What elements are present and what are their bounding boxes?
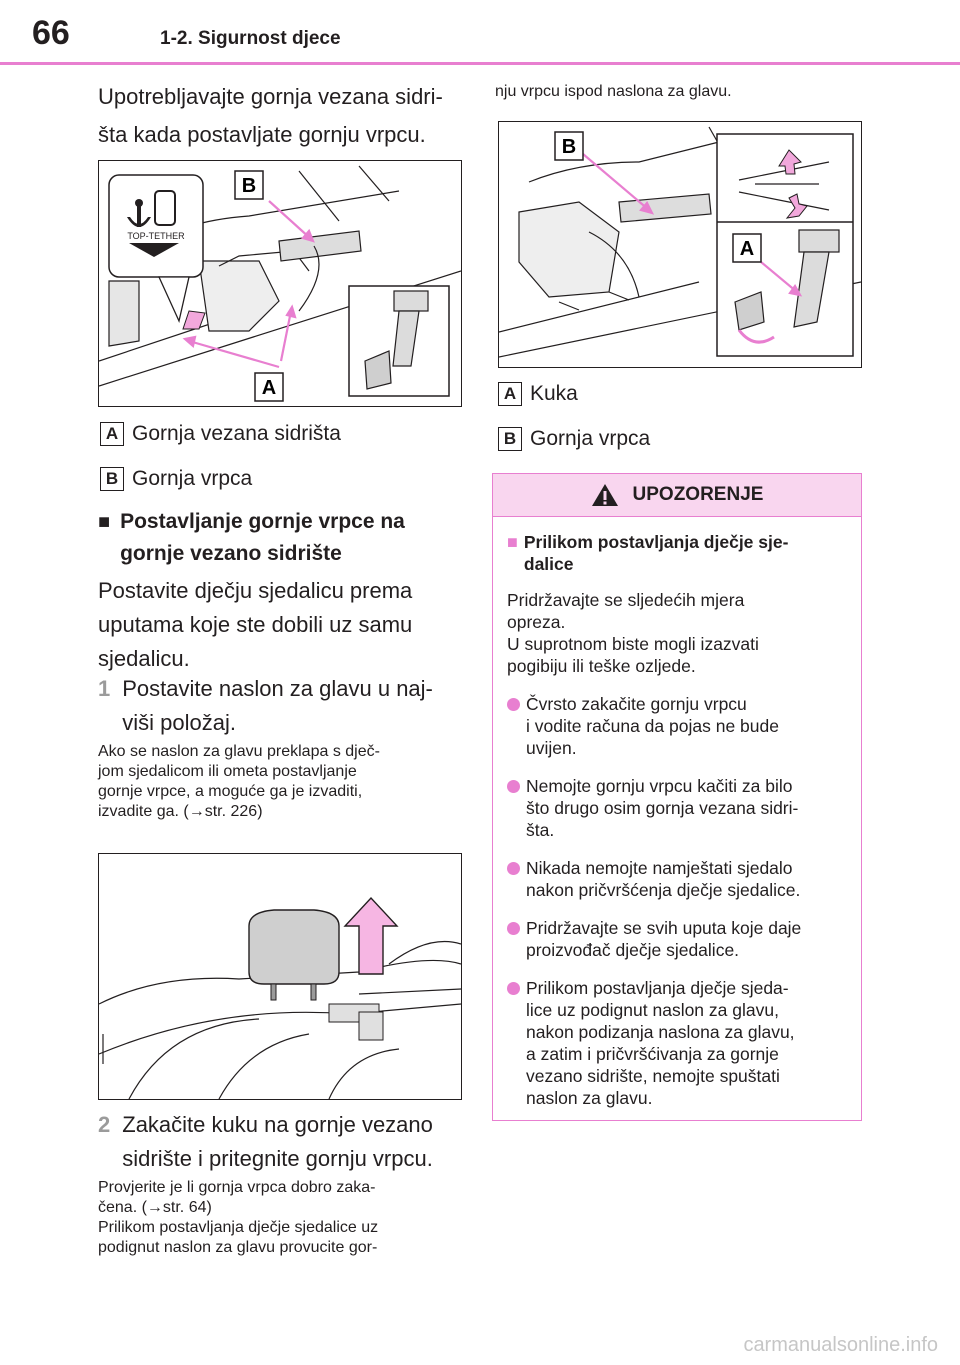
seat-anchor-illustration bbox=[99, 161, 461, 406]
legend2-item-b bbox=[498, 427, 650, 451]
warning-item: Nemojte gornju vrpcu kačiti za bilo što drugo osim gornja vezana sidri- šta. bbox=[507, 775, 847, 841]
note-1: Ako se naslon za glavu preklapa s dječ- jom sjedalicom ili ometa postavljanje gornje vrpce, a moguće ga je izvaditi, izvadite ga. (→str. 226) bbox=[98, 743, 380, 820]
legend-key-b: B bbox=[498, 427, 522, 451]
warning-item: Pridržavajte se svih uputa koje daje proizvođač dječje sjedalice. bbox=[507, 917, 847, 961]
warning-item: Nikada nemojte namještati sjedalo nakon pričvršćenja dječje sjedalice. bbox=[507, 857, 847, 901]
warning-header bbox=[493, 474, 861, 517]
step-1: 1 Postavite naslon za glavu u naj- viši položaj. bbox=[98, 672, 468, 740]
warning-intro: Pridržavajte se sljedećih mjera opreza. U suprotnom biste mogli izazvati pogibiju ili teške ozljede. bbox=[507, 590, 759, 676]
bullet-dot-icon bbox=[507, 780, 520, 793]
top-tether-icon-label: TOP-TETHER bbox=[127, 231, 185, 241]
legend2 bbox=[498, 382, 650, 451]
continued-text: nju vrpcu ispod naslona za glavu. bbox=[495, 83, 732, 100]
bullet-dot-icon bbox=[507, 698, 520, 711]
bullet-dot-icon bbox=[507, 922, 520, 935]
footer-watermark: carmanualsonline.info bbox=[743, 1334, 938, 1356]
legend-key-a: A bbox=[100, 422, 124, 446]
legend-text: Gornja vrpca bbox=[132, 467, 253, 490]
step-number: 2 bbox=[98, 1112, 111, 1137]
figure-tether-hook bbox=[498, 121, 862, 368]
bullet-dot-icon bbox=[507, 862, 520, 875]
intro-paragraph: Upotrebljavajte gornja vezana sidri- šta kada postavljate gornju vrpcu. bbox=[98, 84, 443, 147]
figure-headrest-raise bbox=[98, 853, 462, 1100]
legend-text: Gornja vezana sidrišta bbox=[132, 422, 341, 445]
section-title: 1-2. Sigurnost djece bbox=[160, 28, 341, 49]
warning-item: Prilikom postavljanja dječje sjeda- lice uz podignut naslon za glavu, nakon podizanja naslona za glavu, a zatim i pričvršćivanja za gornje vezano sidrište, nemojte spuštati naslon za glavu. bbox=[507, 977, 847, 1109]
warning-item: Čvrsto zakačite gornju vrpcu i vodite računa da pojas ne bude uvijen. bbox=[507, 693, 847, 759]
legend-key-b: B bbox=[100, 467, 124, 491]
warning-triangle-icon bbox=[591, 482, 619, 508]
figure1-label-b: B bbox=[241, 175, 257, 197]
note-2: Provjerite je li gornja vrpca dobro zaka- čena. (→str. 64) Prilikom postavljanja dječje sjedalice uz podignut naslon za glavu provucite gor- bbox=[98, 1179, 379, 1256]
legend-text: Kuka bbox=[530, 382, 578, 405]
instruction-paragraph: Postavite dječju sjedalicu prema uputama koje ste dobili uz samu sjedalicu. bbox=[98, 578, 413, 671]
legend1-item-a bbox=[100, 422, 341, 446]
legend-key-a: A bbox=[498, 382, 522, 406]
page-number: 66 bbox=[32, 14, 70, 52]
section-heading: ■ Postavljanje gornje vrpce na gornje vezano sidrište bbox=[98, 506, 468, 570]
warning-box bbox=[492, 473, 862, 1121]
step-number: 1 bbox=[98, 676, 111, 701]
figure3-label-b: B bbox=[561, 136, 577, 158]
legend-text: Gornja vrpca bbox=[530, 427, 651, 450]
bullet-dot-icon bbox=[507, 982, 520, 995]
legend2-item-a bbox=[498, 382, 650, 406]
figure3-label-a: A bbox=[739, 238, 755, 260]
warning-subheading: ■ Prilikom postavljanja dječje sje- dalice bbox=[507, 532, 789, 574]
figure1-label-a: A bbox=[261, 377, 277, 399]
header-divider bbox=[0, 62, 960, 65]
figure-top-tether-anchors bbox=[98, 160, 462, 407]
step-2: 2 Zakačite kuku na gornje vezano sidrište i pritegnite gornju vrpcu. bbox=[98, 1108, 478, 1176]
heading-bullet: ■ bbox=[98, 511, 111, 533]
warning-sub-bullet: ■ bbox=[507, 532, 518, 552]
legend1 bbox=[100, 422, 341, 491]
tether-hook-illustration bbox=[499, 122, 861, 367]
legend1-item-b bbox=[100, 467, 341, 491]
headrest-illustration bbox=[99, 854, 461, 1099]
warning-title: UPOZORENJE bbox=[632, 484, 764, 505]
